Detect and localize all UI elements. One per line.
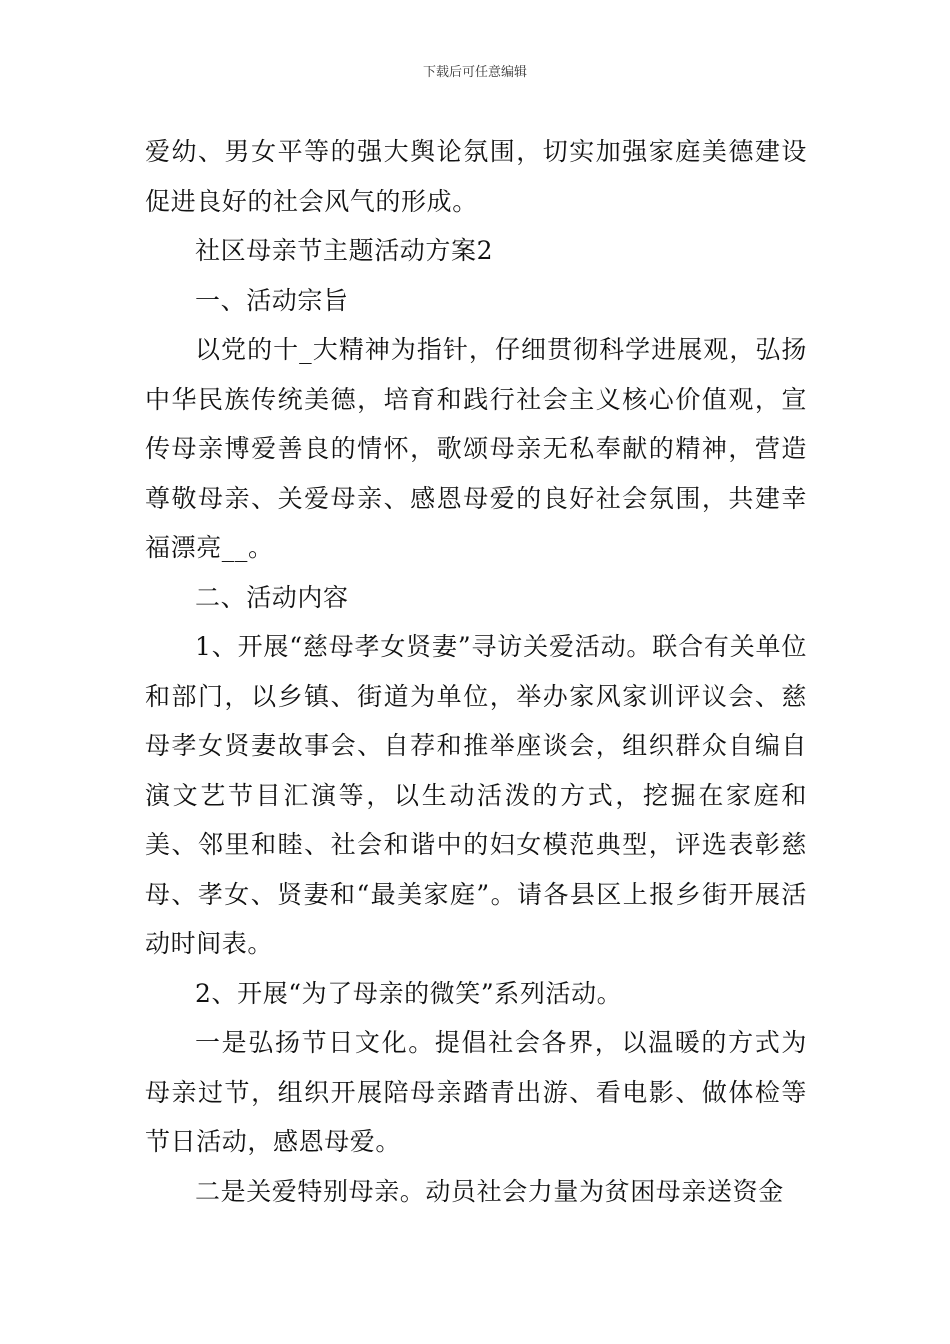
paragraph-item-2: 2、开展“为了母亲的微笑”系列活动。: [195, 978, 623, 1008]
heading-purpose: 一、活动宗旨: [195, 285, 349, 315]
heading-content: 二、活动内容: [195, 582, 349, 612]
paragraph-item-1: 1、开展“慈母孝女贤妻”寻访关爱活动。联合有关单位和部门，以乡镇、街道为单位，举办家风家训评议会、慈母孝女贤妻故事会、自荐和推举座谈会，组织群众自编自演文艺节目汇演等，以生动活泼的方式，挖掘在家庭和美、邻里和睦、社会和谐中的妇女模范典型，评选表彰慈母、孝女、贤妻和“最美家庭”。请各县区上报乡街开展活动时间表。: [145, 632, 807, 958]
paragraph-culture: 一是弘扬节日文化。提倡社会各界，以温暖的方式为母亲过节，组织开展陪母亲踏青出游、看电影、做体检等节日活动，感恩母爱。: [145, 1028, 807, 1156]
page-header-note: 下载后可任意编辑: [422, 65, 527, 80]
section-title: 社区母亲节主题活动方案2: [195, 236, 494, 265]
paragraph-special-mothers: 二是关爱特别母亲。动员社会力量为贫困母亲送资金: [195, 1176, 784, 1206]
document-body: [145, 127, 807, 1216]
paragraph-continuation: 爱幼、男女平等的强大舆论氛围，切实加强家庭美德建设促进良好的社会风气的形成。: [145, 137, 807, 216]
paragraph-purpose: 以党的十_大精神为指针，仔细贯彻科学进展观，弘扬中华民族传统美德，培育和践行社会主义核心价值观，宣传母亲博爱善良的情怀，歌颂母亲无私奉献的精神，营造尊敬母亲、关爱母亲、感恩母爱的良好社会氛围，共建幸福漂亮__。: [145, 335, 807, 562]
